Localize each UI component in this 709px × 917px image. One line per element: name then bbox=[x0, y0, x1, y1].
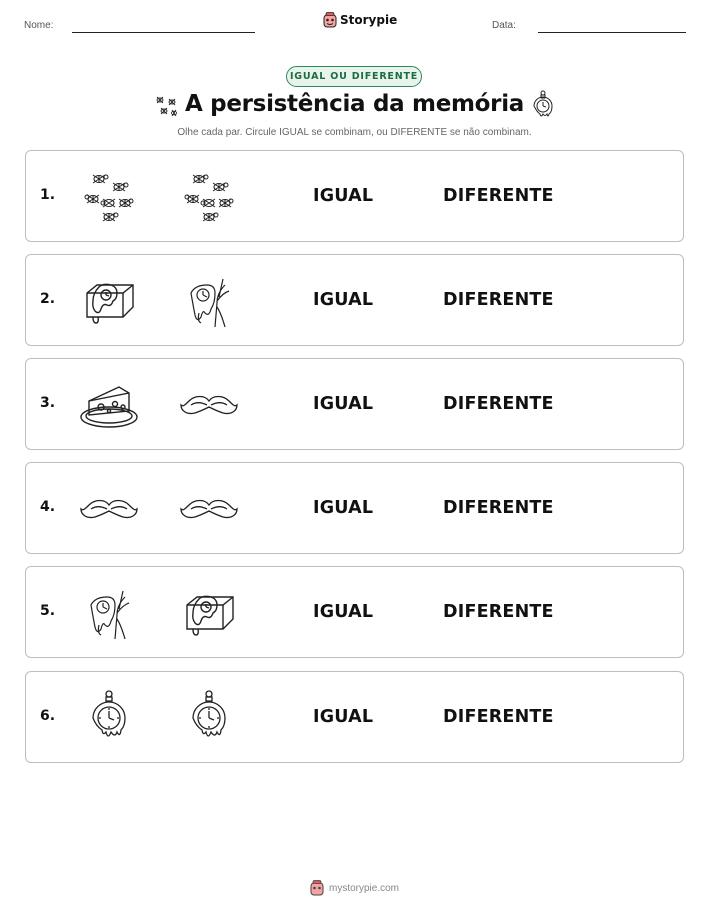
row-number: 2. bbox=[40, 291, 56, 307]
different-option[interactable]: DIFERENTE bbox=[443, 394, 554, 414]
date-line[interactable] bbox=[538, 32, 686, 33]
same-option[interactable]: IGUAL bbox=[313, 602, 374, 622]
ants-icon bbox=[79, 169, 139, 225]
pocket-watch-icon bbox=[79, 690, 139, 746]
exercise-row bbox=[25, 462, 684, 554]
pocket-watch-icon bbox=[179, 690, 239, 746]
row-number: 1. bbox=[40, 187, 56, 203]
cheese-plate-icon bbox=[79, 377, 139, 433]
tree-melting-clock-icon bbox=[179, 273, 239, 329]
exercise-row bbox=[25, 671, 684, 763]
same-option[interactable]: IGUAL bbox=[313, 394, 374, 414]
mustache-icon bbox=[79, 481, 139, 537]
row-number: 4. bbox=[40, 499, 56, 515]
row-number: 5. bbox=[40, 603, 56, 619]
mustache-icon bbox=[179, 481, 239, 537]
name-label: Nome: bbox=[24, 20, 54, 31]
melting-clock-block-icon bbox=[179, 585, 239, 641]
pocket-watch-decoration-icon bbox=[530, 90, 556, 120]
storypie-logo bbox=[323, 12, 397, 28]
same-option[interactable]: IGUAL bbox=[313, 498, 374, 518]
instructions: Olhe cada par. Circule IGUAL se combinam, ou DIFERENTE se não combinam. bbox=[177, 127, 532, 138]
name-line[interactable] bbox=[72, 32, 255, 33]
page-title: A persistência da memória bbox=[184, 91, 525, 117]
date-label: Data: bbox=[492, 20, 516, 31]
storypie-mascot-icon bbox=[310, 880, 324, 896]
row-number: 3. bbox=[40, 395, 56, 411]
melting-clock-block-icon bbox=[79, 273, 139, 329]
tree-melting-clock-icon bbox=[79, 585, 139, 641]
different-option[interactable]: DIFERENTE bbox=[443, 498, 554, 518]
exercise-row bbox=[25, 150, 684, 242]
footer bbox=[0, 880, 709, 896]
exercise-row bbox=[25, 566, 684, 658]
different-option[interactable]: DIFERENTE bbox=[443, 602, 554, 622]
different-option[interactable]: DIFERENTE bbox=[443, 707, 554, 727]
ants-icon bbox=[179, 169, 239, 225]
brand-name: Storypie bbox=[340, 13, 398, 27]
same-option[interactable]: IGUAL bbox=[313, 186, 374, 206]
same-option[interactable]: IGUAL bbox=[313, 290, 374, 310]
footer-url[interactable]: mystorypie.com bbox=[328, 882, 399, 894]
exercise-row bbox=[25, 358, 684, 450]
worksheet-type-badge: IGUAL OU DIFERENTE bbox=[286, 66, 422, 87]
same-option[interactable]: IGUAL bbox=[313, 707, 374, 727]
mustache-icon bbox=[179, 377, 239, 433]
different-option[interactable]: DIFERENTE bbox=[443, 186, 554, 206]
row-number: 6. bbox=[40, 708, 56, 724]
storypie-mascot-icon bbox=[323, 12, 337, 28]
different-option[interactable]: DIFERENTE bbox=[443, 290, 554, 310]
exercise-row bbox=[25, 254, 684, 346]
